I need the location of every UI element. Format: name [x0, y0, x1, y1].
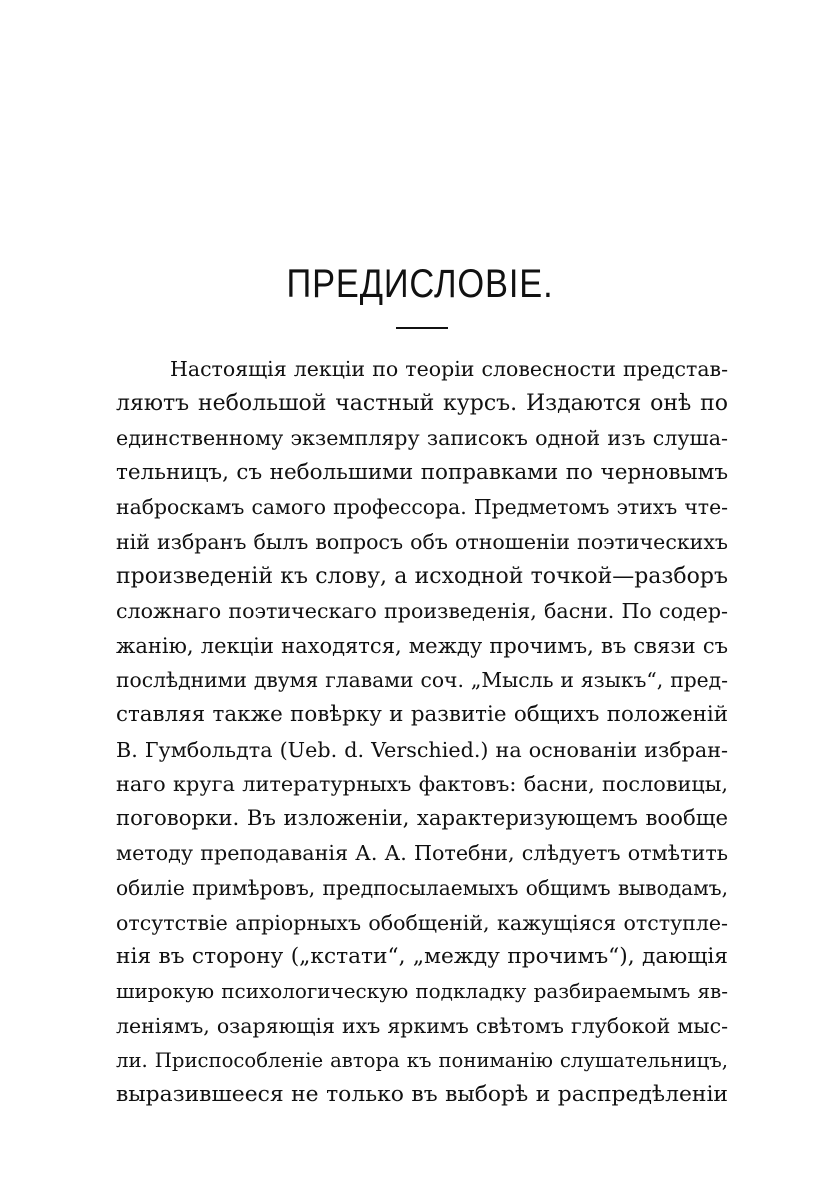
text-line: послѣдними двумя главами соч. „Мысль и языкъ“, пред- [116, 668, 728, 693]
text-line: сложнаго поэтическаго произведенія, басни. По содер- [116, 599, 728, 624]
page-title: ПРЕДИСЛОВІЕ. [286, 262, 554, 306]
text-line: ли. Приспособленіе автора къ пониманію слушательницъ, [116, 1048, 728, 1072]
text-line: наброскамъ самого профессора. Предметомъ этихъ чте- [116, 495, 728, 520]
text-line: нія въ сторону („кстати“, „между прочимъ“), дающія [116, 944, 728, 970]
text-line: ставляя также повѣрку и развитіе общихъ положеній [116, 701, 728, 727]
text-line: наго круга литературныхъ фактовъ: басни, пословицы, [116, 772, 728, 797]
text-line: В. Гумбольдта (Ueb. d. Verschied.) на основаніи избран- [116, 737, 728, 762]
text-line: Настоящія лекціи по теоріи словесности представ- [170, 357, 728, 381]
text-line: леніямъ, озаряющія ихъ яркимъ свѣтомъ глубокой мыс- [116, 1014, 728, 1039]
text-line: ляютъ небольшой частный курсъ. Издаются онѣ по [116, 390, 728, 416]
text-line: поговорки. Въ изложеніи, характеризующемъ вообще [116, 805, 728, 831]
text-line: произведеній къ слову, а исходной точкой—разборъ [116, 563, 728, 589]
text-line: методу преподаванія А. А. Потебни, слѣдуетъ отмѣтить [116, 841, 728, 866]
text-line: широкую психологическую подкладку разбираемымъ яв- [116, 979, 728, 1003]
title-divider [396, 327, 448, 329]
text-line: обиліе примѣровъ, предпосылаемыхъ общимъ выводамъ, [116, 875, 728, 900]
text-line: тельницъ, съ небольшими поправками по черновымъ [116, 459, 728, 485]
text-line: отсутствіе апріорныхъ обобщеній, кажущіяся отступле- [116, 910, 728, 935]
text-line: ній избранъ былъ вопросъ объ отношеніи поэтическихъ [116, 529, 728, 554]
text-line: жанію, лекціи находятся, между прочимъ, въ связи съ [116, 632, 728, 658]
preface-text [116, 352, 728, 1113]
text-line: единственному экземпляру записокъ одной изъ слуша- [116, 426, 728, 451]
text-line: выразившееся не только въ выборѣ и распредѣленіи [116, 1082, 728, 1108]
